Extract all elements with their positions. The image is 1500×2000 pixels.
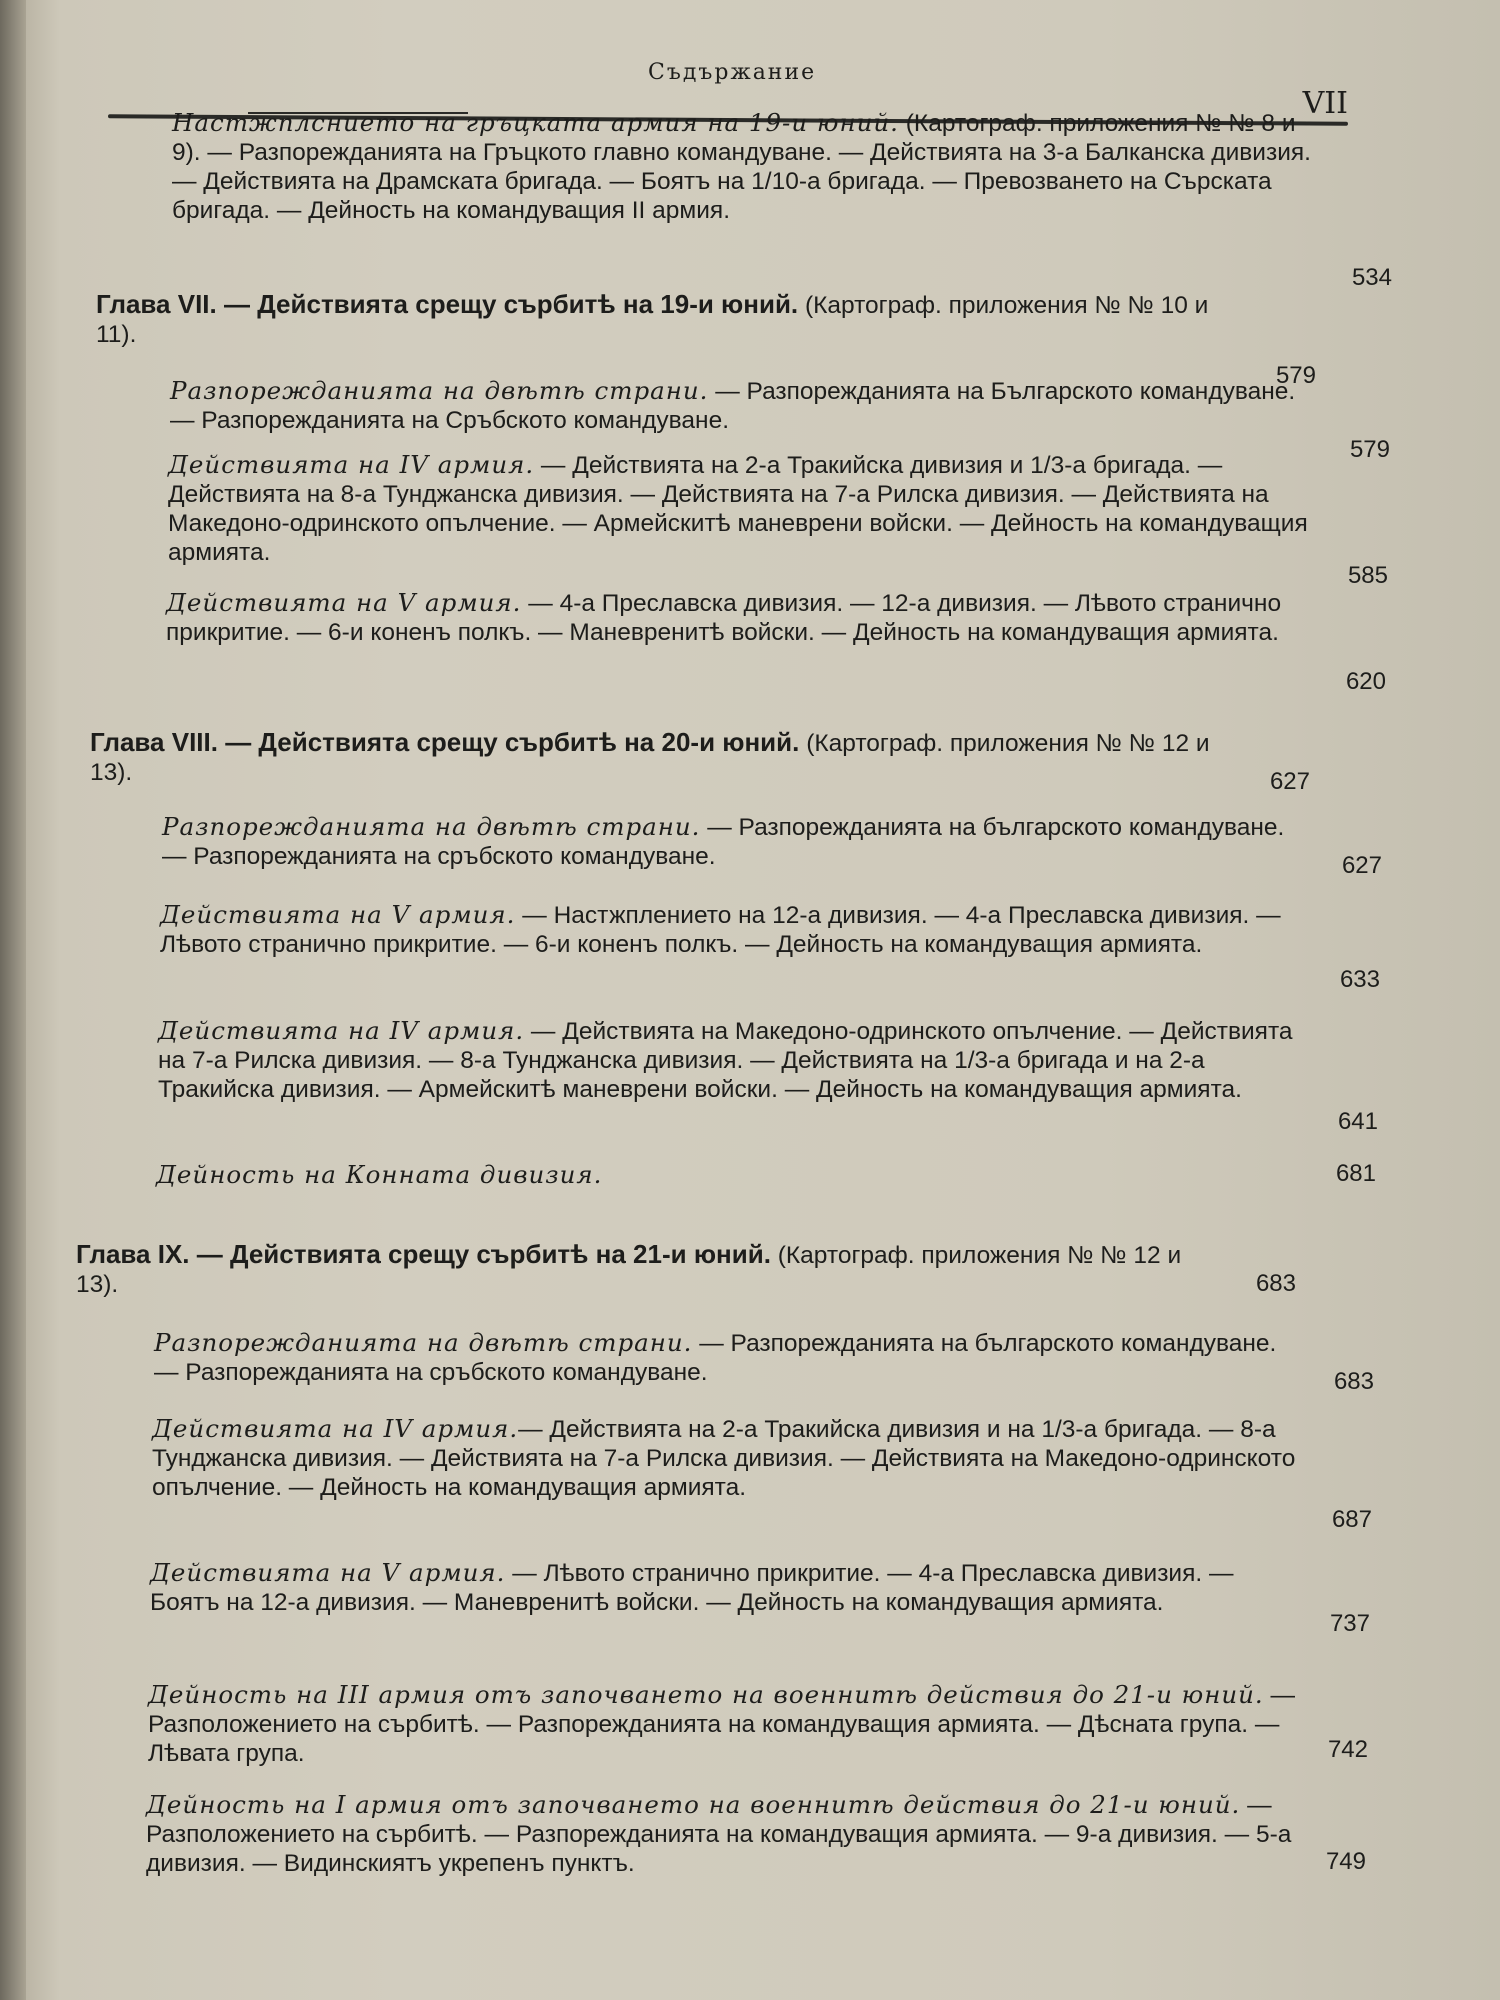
toc-entry	[160, 900, 1380, 993]
toc-entry-page: 627	[1341, 852, 1382, 879]
toc-entry-text: — Разпорежданията на българското командуване. — Разпорежданията на сръбското командуване.	[162, 814, 1285, 870]
toc-entry-text: — Действията на 2-а Тракийска дивизия и на 1/3-а бригада. — 8-а Тунджанска дивизия. — Действията на 7-а Рилска дивизия. — Действията на Македоно-одринското опълчение. — Дейность на командуващия армията.	[152, 1416, 1296, 1501]
toc-entry-page: 534	[1351, 264, 1392, 291]
toc-entry-text: — Разпорежданията на Българското командуване. — Разпорежданията на Сръбското командуване.	[170, 378, 1296, 434]
toc-entry	[156, 1160, 1376, 1190]
toc-chapter	[90, 727, 1310, 795]
toc-entry	[170, 376, 1390, 463]
toc-entry	[146, 1790, 1366, 1878]
toc-entry-page: 687	[1331, 1506, 1372, 1533]
toc-entry-heading: Разпорежданията на двѣтѣ страни.	[170, 376, 709, 405]
toc-entry-page: 683	[1255, 1270, 1296, 1297]
toc-entry-page: 627	[1269, 768, 1310, 795]
page-title: Съдържание	[648, 60, 817, 85]
toc-entry-heading: Действията на V армия.	[166, 588, 522, 617]
toc-entry	[166, 588, 1386, 695]
toc-entry-page: 585	[1347, 562, 1388, 589]
toc-entry	[168, 450, 1388, 589]
toc-entry-page: 579	[1275, 362, 1316, 389]
toc-entry-text: — Действията на Македоно-одринското опълчение. — Действията на 7-а Рилска дивизия. — 8-а Тунджанска дивизия. — Действията на 1/3-а бригада и на 2-а Тракийска дивизия. — Армейскитѣ маневрени войски. — Дейность на командуващия армията.	[158, 1018, 1293, 1103]
toc-chapter-heading: Глава VIII. — Действията срещу сърбитѣ на 20-и юний.	[90, 727, 800, 757]
toc-entry-text: — Разпорежданията на българското командуване. — Разпорежданията на сръбското командуване.	[154, 1330, 1277, 1386]
toc-entry-heading: Дейность на III армия отъ започването на военнитѣ действия до 21-и юний.	[148, 1680, 1264, 1709]
toc-entry-text: — Разположението на сърбитѣ. — Разпорежданията на командуващия армията. — 9-а дивизия. — 5-а дивизия. — Видинскиятъ укрепенъ пунктъ.	[146, 1792, 1292, 1877]
toc-chapter-text: (Картограф. приложения № № 12 и 13).	[76, 1242, 1182, 1298]
toc-chapter-heading: Глава VII. — Действията срещу сърбитѣ на 19-и юний.	[96, 289, 799, 319]
toc-entry-text: — Действията на 2-а Тракийска дивизия и 1/3-а бригада. — Действията на 8-а Тунджанска дивизия. — Действията на 7-а Рилска дивизия. — Действията на Македоно-одринското опълчение. — Армейскитѣ маневрени войски. — Дейность на командуващия армията.	[168, 452, 1308, 566]
toc-entry-page: 749	[1325, 1848, 1366, 1875]
toc-entry-heading: Разпорежданията на двѣтѣ страни.	[162, 812, 701, 841]
toc-chapter-heading: Глава IX. — Действията срещу сърбитѣ на 21-и юний.	[76, 1239, 771, 1269]
toc-entry-text: — 4-а Преславска дивизия. — 12-а дивизия. — Лѣвото странично прикритие. — 6-и коненъ полкъ. — Маневренитѣ войски. — Дейность на командуващия армията.	[166, 590, 1282, 646]
toc-entry-page: 742	[1327, 1736, 1368, 1763]
toc-chapter-text: (Картограф. приложения № № 10 и 11).	[96, 292, 1209, 348]
toc-entry-heading: Разпорежданията на двѣтѣ страни.	[154, 1328, 693, 1357]
toc-entry-page: 633	[1339, 966, 1380, 993]
toc-entry	[148, 1680, 1368, 1768]
toc-entry	[154, 1328, 1374, 1395]
toc-entry-heading: Дейность на Конната дивизия.	[156, 1160, 603, 1189]
toc-entry	[152, 1414, 1372, 1533]
toc-entry-page: 579	[1349, 436, 1390, 463]
toc-entry-heading: Действията на IV армия.	[152, 1414, 519, 1443]
toc-entry-page: 641	[1337, 1108, 1378, 1135]
toc-entry-heading: Действията на V армия.	[160, 900, 516, 929]
toc-entry	[158, 1016, 1378, 1135]
toc-entry-text: — Разположението на сърбитѣ. — Разпорежданията на командуващия армията. — Дѣсната група. — Лѣвата група.	[148, 1682, 1296, 1767]
toc-entry-heading: Дейность на I армия отъ започването на военнитѣ действия до 21-и юний.	[146, 1790, 1241, 1819]
toc-chapter	[96, 289, 1316, 389]
toc-entry-heading: Действията на V армия.	[150, 1558, 506, 1587]
toc-entry-page: 683	[1333, 1368, 1374, 1395]
book-spine	[0, 0, 26, 2000]
toc-entry-text: — Настжплението на 12-а дивизия. — 4-а Преславска дивизия. — Лѣвото странично прикритие. — 6-и коненъ полкъ. — Дейность на командуващия армията.	[160, 902, 1281, 958]
toc-entry-heading: Настжплснието на гръцката армия на 19-и юний.	[172, 108, 899, 137]
toc-entry	[172, 108, 1392, 291]
toc-entry-text: — Лѣвото странично прикритие. — 4-а Преславска дивизия. — Боятъ на 12-а дивизия. — Маневренитѣ войски. — Дейность на командуващия армията.	[150, 1560, 1234, 1616]
page-number: VII	[1302, 86, 1348, 121]
toc-entry-page: 737	[1329, 1610, 1370, 1637]
toc-entry-heading: Действията на IV армия.	[158, 1016, 525, 1045]
toc-entry-text: (Картограф. приложения № № 8 и 9). — Разпорежданията на Гръцкото главно командуване. — Действията на 3-а Балканска дивизия. — Действията на Драмската бригада. — Боятъ на 1/10-а бригада. — Превозването на Сърската бригада. — Дейность на командуващия II армия.	[172, 110, 1311, 224]
toc-chapter	[76, 1240, 1296, 1299]
toc-entry-heading: Действията на IV армия.	[168, 450, 535, 479]
toc-entry-page: 681	[1335, 1160, 1376, 1187]
toc-entry	[150, 1558, 1370, 1637]
toc-chapter-text: (Картограф. приложения № № 12 и 13).	[90, 730, 1210, 786]
toc-entry	[162, 812, 1382, 879]
toc-entry-page: 620	[1345, 668, 1386, 695]
